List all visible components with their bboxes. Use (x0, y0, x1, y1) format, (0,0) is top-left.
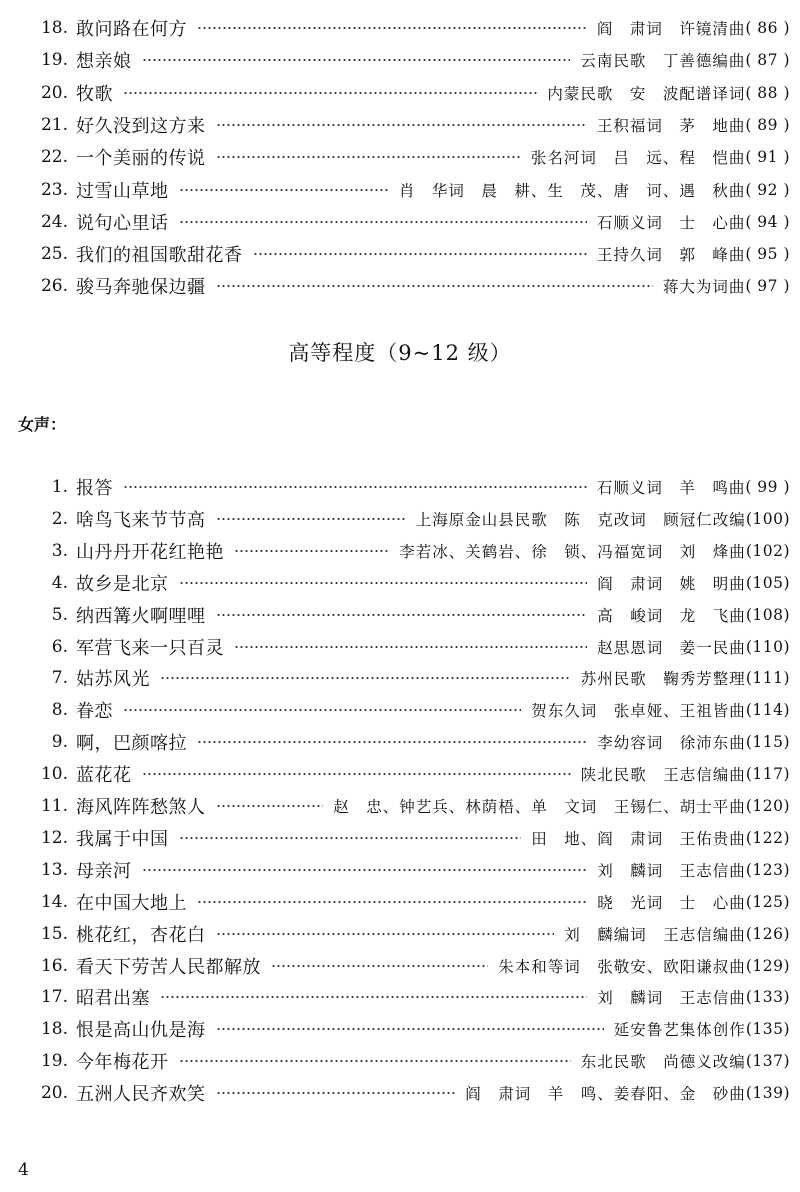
entry-page: ( 86 ) (745, 19, 790, 37)
dot-leader (216, 933, 555, 935)
toc-entry (30, 1079, 790, 1107)
entry-page: (122) (745, 828, 790, 847)
entry-number: 19. (40, 50, 68, 71)
dot-leader (216, 285, 653, 287)
entry-credits: 高 峻词 龙 飞曲 (597, 606, 746, 625)
toc-entry (30, 111, 790, 139)
entry-credits: 赵思恩词 姜一民曲 (597, 638, 746, 657)
toc-entry (30, 240, 790, 268)
entry-title: 海风阵阵愁煞人 (76, 797, 206, 818)
entry-page: ( 94 ) (745, 212, 790, 231)
entry-title: 敢问路在何方 (76, 19, 187, 40)
entry-number: 18. (40, 18, 68, 38)
entry-page: ( 95 ) (745, 245, 790, 264)
entry-title: 说句心里话 (76, 212, 169, 234)
dot-leader (123, 709, 521, 711)
entry-number: 6. (51, 636, 68, 657)
entry-title: 牧歌 (76, 83, 113, 105)
entry-number: 10. (40, 764, 68, 785)
toc-entry (30, 272, 790, 300)
toc-entry (30, 728, 790, 756)
toc-entry (30, 760, 790, 788)
dot-leader (142, 869, 588, 871)
entry-title: 我们的祖国歌甜花香 (76, 245, 243, 267)
toc-entry (30, 569, 790, 597)
entry-credits: 东北民歌 尚德义改编 (580, 1053, 746, 1072)
dot-leader (179, 221, 587, 223)
entry-page: (114) (745, 701, 790, 720)
entry-number: 2. (51, 508, 68, 529)
entry-title: 眷恋 (76, 701, 113, 723)
entry-number: 18. (40, 1019, 68, 1040)
entry-number: 5. (51, 604, 68, 625)
entry-number: 7. (51, 668, 68, 689)
dot-leader (179, 1060, 571, 1062)
entry-credits: 刘 麟词 王志信曲 (597, 861, 746, 880)
toc-entry (30, 601, 790, 629)
entry-credits: 上海原金山县民歌 陈 克改词 顾冠仁改编 (415, 510, 746, 529)
entry-number: 15. (40, 923, 68, 944)
entry-credits: 内蒙民歌 安 波配谱译词 (547, 84, 746, 103)
entry-credits: 阎 肃词 姚 明曲 (597, 574, 746, 593)
toc-entry (30, 176, 790, 204)
dot-leader (179, 189, 389, 191)
toc-entry (30, 696, 790, 724)
entry-title: 报答 (76, 478, 113, 499)
entry-page: ( 99 ) (745, 478, 790, 496)
entry-page: ( 97 ) (745, 277, 790, 296)
entry-number: 3. (51, 540, 68, 561)
entry-title: 姑苏风光 (76, 669, 150, 691)
entry-title: 骏马奔驰保边疆 (76, 277, 206, 299)
toc-entry (30, 505, 790, 533)
dot-leader (123, 92, 537, 94)
entry-credits: 陕北民歌 王志信编曲 (580, 766, 746, 785)
entry-credits: 贺东久词 张卓娅、王祖皆曲 (531, 702, 746, 721)
entry-number: 25. (40, 244, 68, 265)
toc-entry (30, 537, 790, 565)
toc-entry (30, 856, 790, 884)
entry-page: (137) (745, 1052, 790, 1071)
dot-leader (160, 996, 587, 998)
entry-credits: 刘 麟编词 王志信编曲 (564, 925, 746, 944)
entry-number: 1. (51, 477, 68, 497)
entry-title: 好久没到这方来 (76, 115, 206, 137)
entry-number: 26. (40, 276, 68, 297)
entry-page: (100) (745, 509, 790, 528)
entry-credits: 李若冰、关鹤岩、徐 锁、冯福宽词 刘 烽曲 (399, 542, 746, 561)
dot-leader (142, 59, 571, 61)
dot-leader (123, 486, 587, 488)
entry-title: 恨是高山仇是海 (76, 1020, 206, 1042)
toc-entry (30, 143, 790, 171)
entry-page: (111) (745, 669, 790, 688)
entry-page: (102) (745, 541, 790, 560)
entry-page: ( 89 ) (745, 115, 790, 134)
entry-credits: 晓 光词 士 心曲 (597, 893, 746, 912)
entry-title: 啊，巴颜喀拉 (76, 733, 187, 755)
toc-entry (30, 792, 790, 820)
entry-number: 14. (40, 891, 68, 912)
dot-leader (216, 1092, 456, 1094)
dot-leader (216, 518, 406, 520)
entry-credits: 阎 肃词 许镜清曲 (596, 20, 746, 38)
dot-leader (216, 124, 587, 126)
entry-title: 纳西篝火啊哩哩 (76, 605, 206, 627)
entry-number: 9. (51, 732, 68, 753)
entry-number: 24. (40, 211, 68, 232)
entry-page: (133) (745, 988, 790, 1007)
entry-number: 21. (40, 114, 68, 135)
toc-entry (30, 920, 790, 948)
toc-entry (30, 633, 790, 661)
entry-credits: 延安鲁艺集体创作 (613, 1021, 746, 1040)
entry-number: 22. (40, 147, 68, 168)
toc-entry (30, 14, 790, 42)
entry-credits: 朱本和等词 张敬安、欧阳谦叔曲 (498, 957, 746, 976)
entry-number: 20. (40, 1083, 68, 1104)
toc-entry (30, 1015, 790, 1043)
toc-entry (30, 888, 790, 916)
dot-leader (234, 646, 587, 648)
toc-entry (30, 1047, 790, 1075)
entry-page: (123) (745, 860, 790, 879)
dot-leader (179, 582, 588, 584)
entry-number: 20. (40, 82, 68, 103)
dot-leader (179, 837, 522, 839)
entry-page: (135) (745, 1020, 790, 1039)
entry-credits: 云南民歌 丁善德编曲 (580, 52, 746, 71)
entry-credits: 石顺义词 士 心曲 (596, 213, 746, 232)
entry-number: 19. (40, 1051, 68, 1072)
entry-title: 蓝花花 (76, 765, 132, 787)
entry-title: 啥鸟飞来节节高 (76, 509, 206, 531)
entry-title: 五洲人民齐欢笑 (76, 1084, 206, 1106)
entry-number: 17. (40, 987, 68, 1008)
entry-page: (125) (745, 892, 790, 911)
entry-credits: 蒋大为词曲 (662, 278, 746, 297)
entry-page: ( 91 ) (745, 148, 790, 167)
entry-credits: 李幼容词 徐沛东曲 (597, 734, 746, 753)
entry-credits: 赵 忠、钟艺兵、林荫梧、单 文词 王锡仁、胡士平曲 (333, 798, 746, 816)
entry-number: 23. (40, 179, 68, 200)
entry-page: (105) (745, 573, 790, 592)
dot-leader (216, 156, 521, 158)
entry-credits: 石顺义词 羊 鸣曲 (596, 479, 746, 497)
section-heading: 高等程度（9~12 级） (288, 341, 512, 365)
dot-leader (216, 614, 588, 616)
entry-title: 母亲河 (76, 860, 132, 882)
toc-entry (30, 79, 790, 107)
toc-entry (30, 824, 790, 852)
entry-page: ( 92 ) (745, 180, 790, 199)
dot-leader (197, 901, 587, 903)
entry-page: (115) (745, 733, 790, 752)
dot-leader (197, 27, 587, 29)
entry-number: 12. (40, 827, 68, 848)
entry-credits: 阎 肃词 羊 鸣、姜春阳、金 砂曲 (465, 1085, 746, 1104)
toc-entry (30, 952, 790, 980)
entry-number: 8. (51, 700, 68, 721)
entry-page: (110) (745, 637, 790, 656)
subheading-female-voice: 女声： (18, 415, 67, 434)
entry-credits: 苏州民歌 鞠秀芳整理 (580, 670, 746, 689)
entry-title: 昭君出塞 (76, 988, 150, 1010)
dot-leader (216, 805, 324, 807)
entry-page: (108) (745, 605, 790, 624)
dot-leader (216, 1028, 604, 1030)
entry-title: 桃花红，杏花白 (76, 924, 206, 946)
toc-entry (30, 983, 790, 1011)
toc-entry (30, 46, 790, 74)
entry-page: (117) (745, 765, 790, 784)
entry-title: 我属于中国 (76, 828, 169, 850)
entry-title: 看天下劳苦人民都解放 (76, 956, 261, 978)
entry-title: 军营飞来一只百灵 (76, 637, 224, 659)
entry-title: 过雪山草地 (76, 180, 169, 202)
toc-entry (30, 473, 790, 501)
entry-page: (129) (745, 956, 790, 975)
entry-credits: 张名河词 吕 远、程 恺曲 (530, 149, 746, 168)
dot-leader (142, 773, 571, 775)
entry-credits: 刘 麟词 王志信曲 (597, 989, 746, 1008)
entry-page: ( 87 ) (745, 51, 790, 70)
entry-credits: 田 地、阎 肃词 王佑贵曲 (531, 829, 746, 848)
entry-title: 想亲娘 (76, 51, 132, 73)
entry-number: 13. (40, 859, 68, 880)
entry-credits: 肖 华词 晨 耕、生 茂、唐 诃、遇 秋曲 (398, 181, 746, 200)
entry-title: 故乡是北京 (76, 573, 169, 595)
dot-leader (160, 677, 571, 679)
entry-title: 一个美丽的传说 (76, 148, 206, 170)
dot-leader (197, 741, 587, 743)
dot-leader (234, 550, 389, 552)
entry-title: 在中国大地上 (76, 892, 187, 914)
toc-entry (30, 664, 790, 692)
entry-number: 11. (40, 796, 68, 816)
entry-page: (120) (745, 797, 790, 815)
entry-number: 16. (40, 955, 68, 976)
entry-page: ( 88 ) (745, 83, 790, 102)
toc-entry (30, 208, 790, 236)
dot-leader (253, 253, 587, 255)
entry-credits: 王持久词 郭 峰曲 (596, 246, 746, 265)
page-number: 4 (18, 1160, 29, 1180)
dot-leader (271, 965, 488, 967)
entry-title: 山丹丹开花红艳艳 (76, 541, 224, 563)
entry-page: (139) (745, 1084, 790, 1103)
entry-credits: 王积福词 茅 地曲 (596, 116, 746, 135)
entry-page: (126) (745, 924, 790, 943)
entry-number: 4. (51, 572, 68, 593)
entry-title: 今年梅花开 (76, 1052, 169, 1074)
